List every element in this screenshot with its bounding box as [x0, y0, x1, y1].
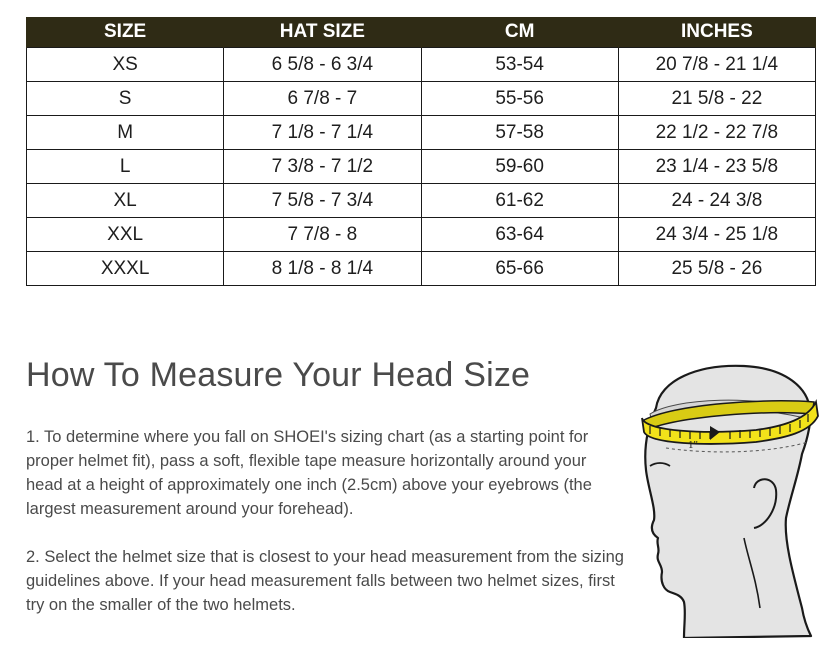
size-cell: S [27, 82, 224, 116]
table-header-row [27, 17, 816, 48]
cm-cell: 53-54 [421, 48, 618, 82]
inches-cell: 22 1/2 - 22 7/8 [618, 116, 815, 150]
cm-cell: 59-60 [421, 150, 618, 184]
size-chart-table [26, 17, 816, 286]
table-row [27, 48, 816, 82]
table-row [27, 150, 816, 184]
size-cell: XL [27, 184, 224, 218]
hat-size-cell: 8 1/8 - 8 1/4 [224, 252, 421, 286]
table-row [27, 82, 816, 116]
inches-cell: 24 3/4 - 25 1/8 [618, 218, 815, 252]
table-row [27, 218, 816, 252]
cm-cell: 57-58 [421, 116, 618, 150]
table-row [27, 116, 816, 150]
inches-cell: 23 1/4 - 23 5/8 [618, 150, 815, 184]
cm-cell: 61-62 [421, 184, 618, 218]
table-row [27, 184, 816, 218]
size-cell: M [27, 116, 224, 150]
table-row [27, 252, 816, 286]
size-cell: XXXL [27, 252, 224, 286]
measure-heading: How To Measure Your Head Size [26, 356, 531, 394]
hat-size-cell: 6 7/8 - 7 [224, 82, 421, 116]
column-header-size: SIZE [27, 17, 224, 48]
head-measurement-illustration [636, 358, 821, 638]
inches-cell: 20 7/8 - 21 1/4 [618, 48, 815, 82]
cm-cell: 63-64 [421, 218, 618, 252]
cm-cell: 55-56 [421, 82, 618, 116]
size-cell: XS [27, 48, 224, 82]
cm-cell: 65-66 [421, 252, 618, 286]
instruction-step-1: 1. To determine where you fall on SHOEI's sizing chart (as a starting point for proper helmet fit), pass a soft, flexible tape measure horizontally around your head at a height of approximately one inch (2.5cm) above your eyebrows (the largest measurement around your forehead). [26, 428, 592, 518]
one-inch-label: 1" [688, 439, 698, 451]
hat-size-cell: 7 3/8 - 7 1/2 [224, 150, 421, 184]
hat-size-cell: 7 7/8 - 8 [224, 218, 421, 252]
column-header-hat-size: HAT SIZE [224, 17, 421, 48]
size-cell: XXL [27, 218, 224, 252]
inches-cell: 21 5/8 - 22 [618, 82, 815, 116]
size-cell: L [27, 150, 224, 184]
inches-cell: 24 - 24 3/8 [618, 184, 815, 218]
hat-size-cell: 6 5/8 - 6 3/4 [224, 48, 421, 82]
instruction-step-2: 2. Select the helmet size that is closest to your head measurement from the sizing guidelines above. If your head measurement falls between two helmet sizes, first try on the smaller of the two helmets. [26, 548, 624, 614]
inches-cell: 25 5/8 - 26 [618, 252, 815, 286]
column-header-cm: CM [421, 17, 618, 48]
column-header-inches: INCHES [618, 17, 815, 48]
hat-size-cell: 7 5/8 - 7 3/4 [224, 184, 421, 218]
hat-size-cell: 7 1/8 - 7 1/4 [224, 116, 421, 150]
